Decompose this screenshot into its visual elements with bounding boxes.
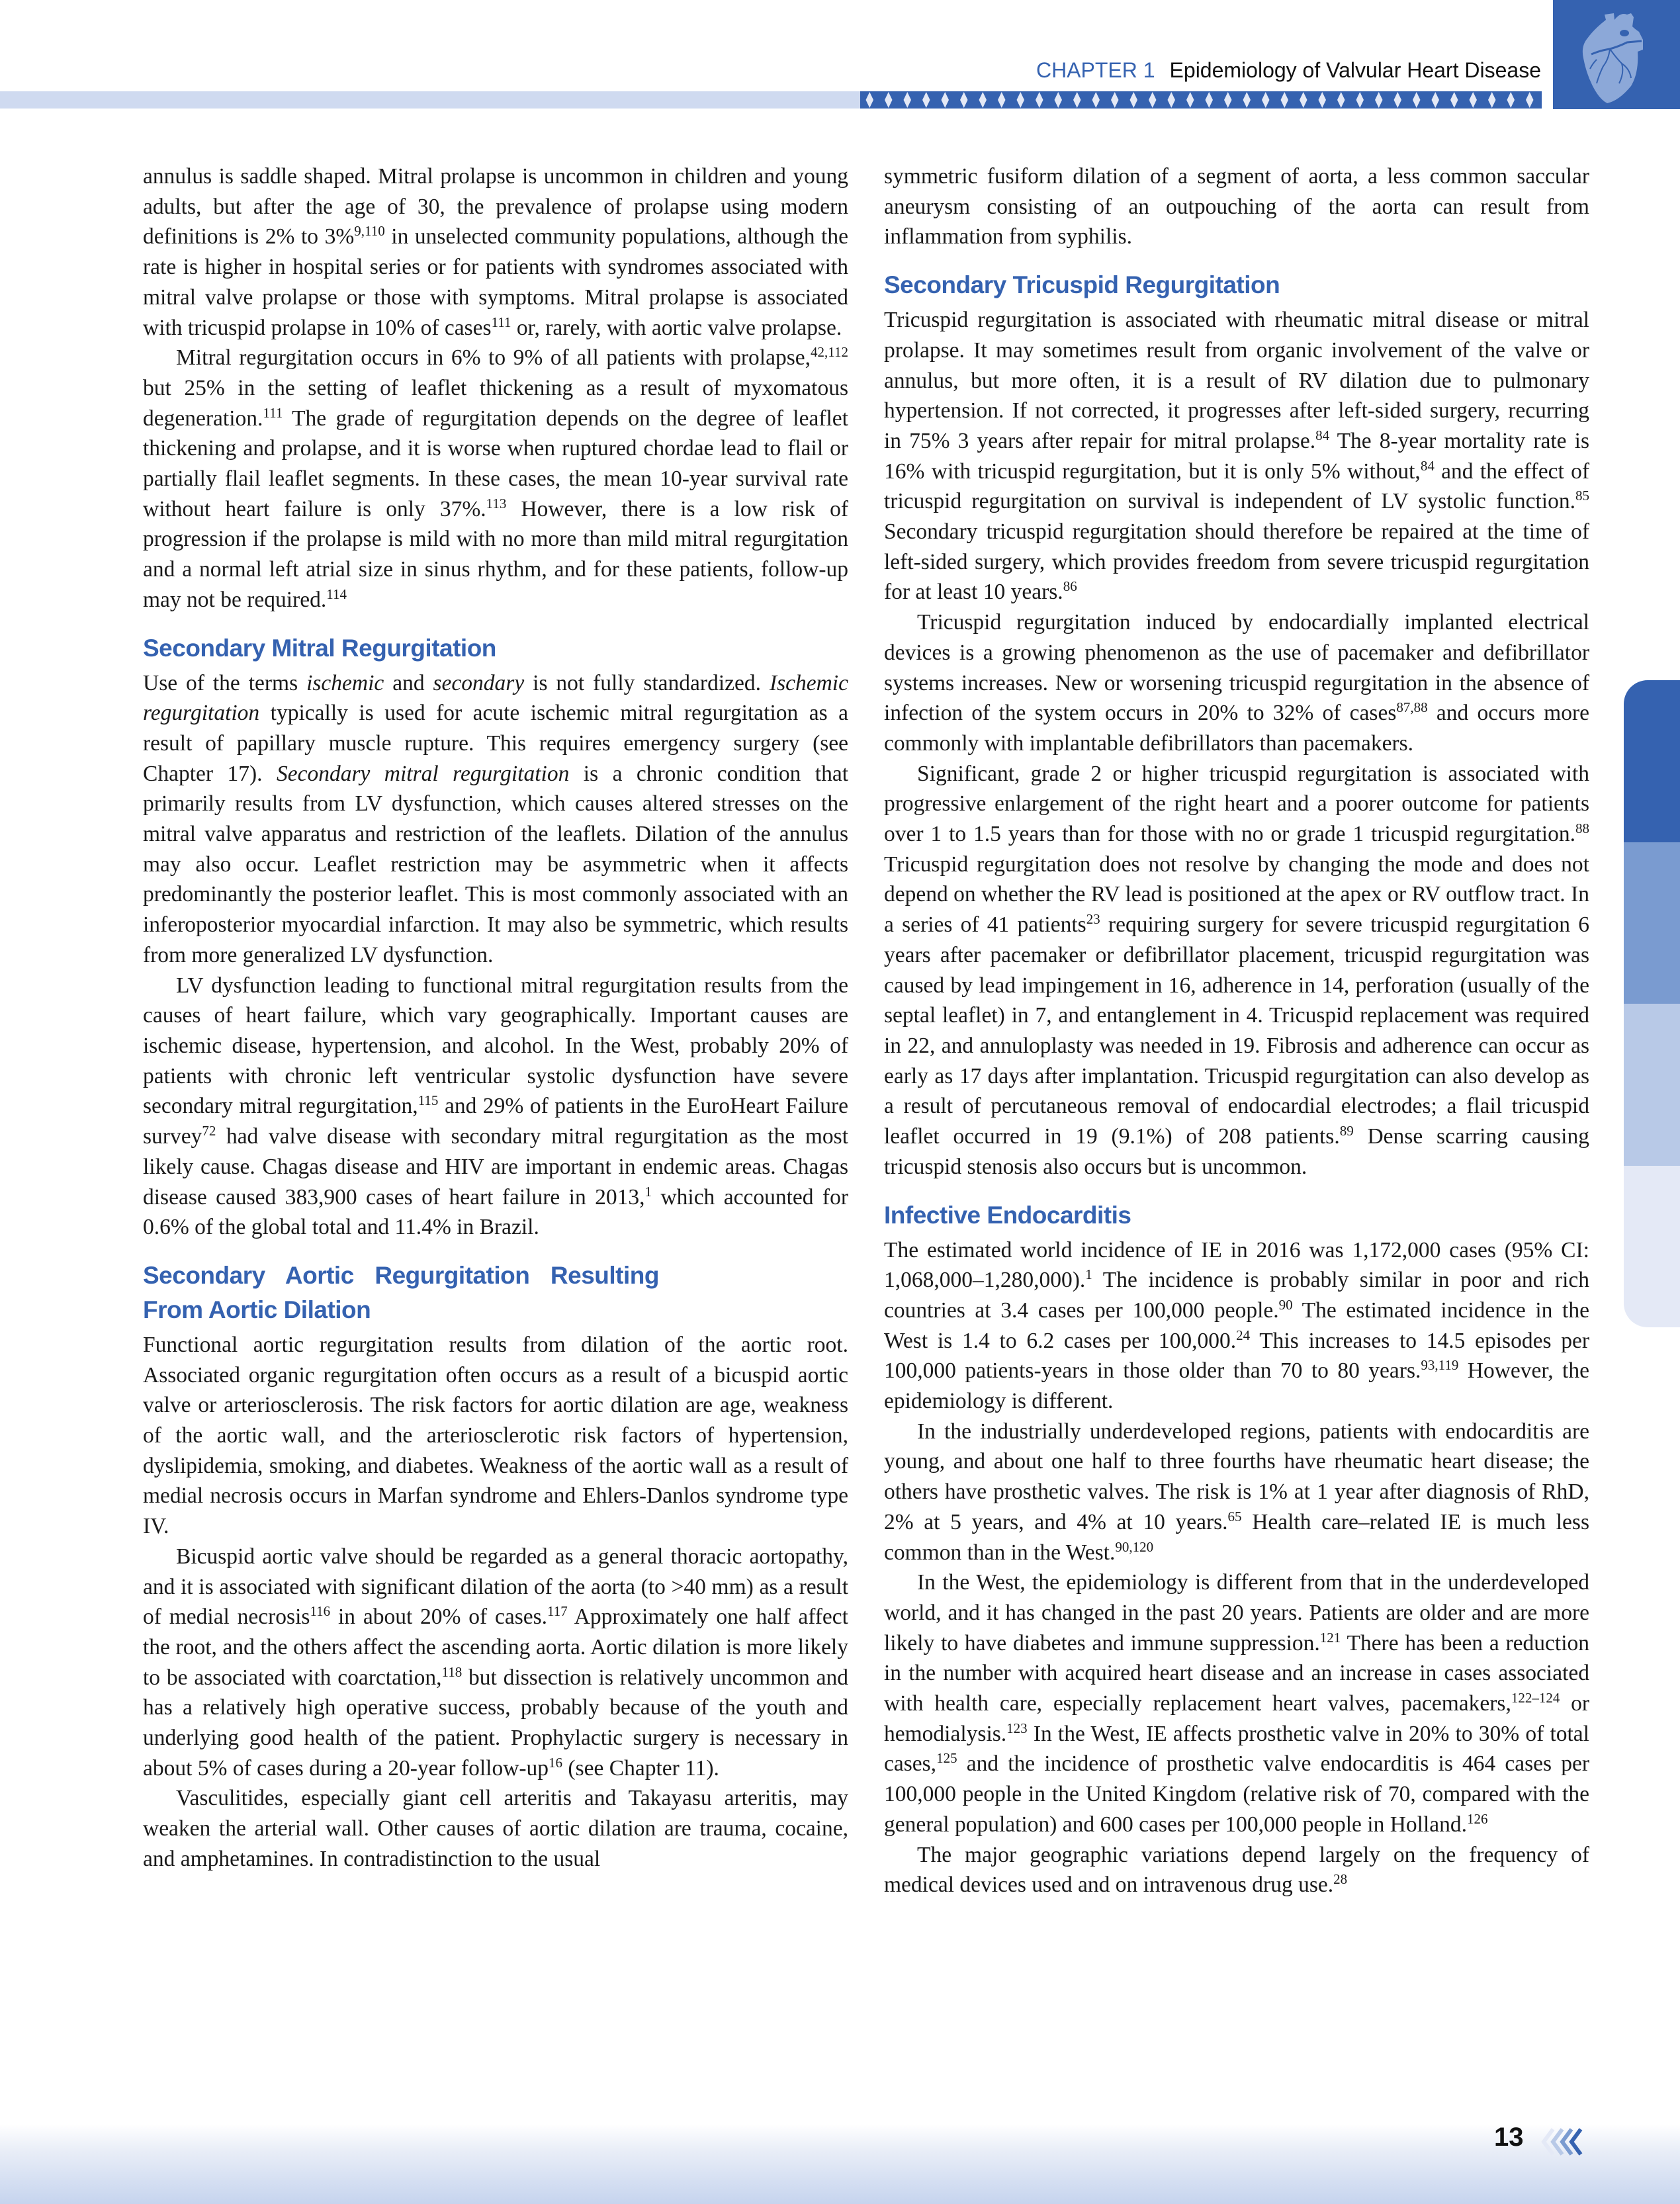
paragraph: Use of the terms ischemic and secondary is not fully standardized. Ischemic regurgitation typically is used for acute ischemic mitral regurgitation as a result of papillary muscle rupture. This requires emergency surgery (see Chapter 17). Secondary mitral regurgitation is a chronic condition that primarily results from LV dysfunction, which causes altered stresses on the mitral valve apparatus and restriction of the leaflets. Dilation of the annulus may also occur. Leaflet restriction may be asymmetric when it affects predominantly the posterior leaflet. This is most commonly associated with an inferoposterior myocardial infarction. It may also be symmetric, which results from more generalized LV dysfunction. <box>143 670 848 967</box>
left-column <box>143 161 848 1874</box>
citation: 126 <box>1467 1810 1488 1827</box>
citation: 87,88 <box>1396 699 1428 716</box>
citation: 121 <box>1319 1629 1341 1646</box>
citation: 113 <box>486 495 507 511</box>
paragraph: The estimated world incidence of IE in 2016 was 1,172,000 cases (95% CI: 1,068,000–1,280,000).$^1$ The incidence is probably similar in poor and rich countries at 3.4 cases per 100,000 people.$^{90}$ The estimated incidence in the West is 1.4 to 6.2 cases per 100,000.24 This increases to 14.5 episodes per 100,000 patients-years in those older than 70 to 80 years.$^{93,119}$ However, the epidemiology is different. <box>884 1237 1589 1414</box>
paragraph: Tricuspid regurgitation induced by endocardially implanted electrical devices is a growing phenomenon as the use of pacemaker and defibrillator systems increases. New or worsening tricuspid regurgitation in the absence of infection of the system occurs in 20% to 32% of cases$^{87,88}$ and occurs more commonly with implantable defibrillators than pacemakers. <box>884 610 1589 756</box>
citation: 86 <box>1063 578 1077 595</box>
citation: 89 <box>1339 1123 1354 1139</box>
thumb-tab-3 <box>1624 1004 1680 1166</box>
citation: 9,110 <box>354 223 385 240</box>
section-heading-infective-endocarditis: Infective Endocarditis <box>884 1201 1131 1229</box>
citation: 116 <box>310 1603 331 1620</box>
citation: 122–124 <box>1511 1690 1560 1706</box>
paragraph: Bicuspid aortic valve should be regarded as a general thoracic aortopathy, and it is associated with significant dilation of the aorta (to >40 mm) as a result of medial necrosis$^{116}$ in about 20% of cases.$^{117}$ Approximately one half affect the root, and the others affect the ascending aorta. Aortic dilation is more likely to be associated with coarctation,$^{118}$ but dissection is relatively uncommon and has a relatively high operative success, probably because of the youth and underlying good health of the patient. Prophylactic surgery is necessary in about 5% of cases during a 20-year follow-$up^{16}$ (see Chapter 11). <box>143 1544 849 1781</box>
paragraph: In the industrially underdeveloped regions, patients with endocarditis are young, and about one half to three fourths have rheumatic heart disease; the others have prosthetic valves. The risk is 1% at 1 year after diagnosis of RhD, 2% at 5 years, and 4% at 10 years.$^{65}$ Health care–related IE is much less common than in the West.$^{90,120}$ <box>884 1419 1589 1565</box>
section-heading-secondary-mitral: Secondary Mitral Regurgitation <box>143 634 496 662</box>
citation: 65 <box>1227 1508 1242 1524</box>
paragraph: Functional aortic regurgitation results from dilation of the aortic root. Associated organic regurgitation often occurs as a result of a bicuspid aortic valve or arteriosclerosis. The risk factors for aortic dilation are age, weakness of the aortic wall, and the arteriosclerotic risk factors of hypertension, dyslipidemia, smoking, and diabetes. Weakness of the aortic wall as a result of medial necrosis occurs in Marfan syndrome and Ehlers-Danlos syndrome type IV. <box>143 1332 848 1539</box>
footer-band <box>0 2124 1680 2204</box>
paragraph: The major geographic variations depend largely on the frequency of medical devices used and on intravenous drug use.$^{28}$ <box>884 1842 1589 1898</box>
thumb-tab-2 <box>1624 842 1680 1004</box>
thumb-tab-4 <box>1624 1166 1680 1328</box>
citation: 88 <box>1575 820 1589 837</box>
paragraph: Significant, grade 2 or higher tricuspid regurgitation is associated with progressive enlargement of the right heart and a poorer outcome for patients over 1 to 1.5 years than for those with no or grade 1 tricuspid regurgitation.$^{88}$ Tricuspid regurgitation does not resolve by changing the mode and does not depend on whether the RV lead is positioned at the apex or RV outflow tract. In a series of 41 patients$^{23}$ requiring surgery for severe tricuspid regurgitation 6 years after pacemaker or defibrillator placement, tricuspid regurgitation was caused by lead impingement in 16, adherence in 14, perforation (usually of the septal leaflet) in 7, and entanglement in 4. Tricuspid replacement was required in 22, and annuloplasty was needed in 19. Fibrosis and adherence can occur as early as 17 days after implantation. Tricuspid regurgitation can also develop as a result of percutaneous removal of endocardial electrodes; a flail tricuspid leaflet occurred in 19 (9.1%) of 208 patients.$^{89}$ Dense scarring causing tricuspid stenosis also occurs but is uncommon. <box>884 761 1589 1179</box>
running-head <box>1036 58 1541 83</box>
citation: 16 <box>549 1754 563 1771</box>
citation: 115 <box>418 1092 439 1109</box>
header-band <box>0 91 860 109</box>
right-column <box>884 161 1589 1900</box>
citation: 111 <box>263 404 283 421</box>
header-diamond-strip <box>860 91 1542 109</box>
citation: 84 <box>1420 457 1435 474</box>
section-heading-secondary-tricuspid: Secondary Tricuspid Regurgitation <box>884 271 1280 299</box>
chapter-badge <box>1553 0 1680 109</box>
citation: 1 <box>1085 1266 1092 1283</box>
citation: 1 <box>644 1183 652 1200</box>
paragraph: Vasculitides, especially giant cell arteritis and Takayasu arteritis, may weaken the arterial wall. Other causes of aortic dilation are trauma, cocaine, and amphetamines. In contradistinction to the usual <box>143 1786 848 1871</box>
paragraph: LV dysfunction leading to functional mitral regurgitation results from the causes of heart failure, which vary geographically. Important causes are ischemic disease, hypertension, and alcohol. In the West, probably 20% of patients with chronic left ventricular systolic dysfunction have severe secondary mitral regurgitation,$^{115}$ and 29% of patients in the EuroHeart Failure survey$^{72}$ had valve disease with secondary mitral regurgitation as the most likely cause. Chagas disease and HIV are important in endemic areas. Chagas disease caused 383,900 cases of heart failure in 2013,$^1$ which accounted for 0.6% of the global total and 11.4% in Brazil. <box>143 973 848 1240</box>
section-thumb-tabs <box>1624 680 1680 1327</box>
citation: 117 <box>547 1603 568 1620</box>
citation: 90 <box>1278 1296 1293 1313</box>
heart-anatomy-icon <box>1553 0 1680 109</box>
thumb-tab-1 <box>1624 680 1680 842</box>
citation: 72 <box>202 1123 216 1139</box>
citation: 90,120 <box>1115 1538 1154 1555</box>
citation: 125 <box>936 1750 957 1767</box>
chapter-title: Epidemiology of Valvular Heart Disease <box>1169 58 1541 82</box>
page-number: 13 <box>1494 2123 1524 2152</box>
citation: 93,119 <box>1421 1357 1459 1374</box>
citation: 24 <box>1236 1327 1251 1343</box>
citation: 85 <box>1575 488 1589 504</box>
paragraph: annulus is saddle shaped. Mitral prolapse is uncommon in children and young adults, but after the age of 30, the prevalence of prolapse using modern definitions is 2% to 3%$^{9,110}$ in unselected community populations, although the rate is higher in hospital series or for patients with syndromes associated with mitral valve prolapse or those with symptoms. Mitral prolapse is associated with tricuspid prolapse in 10% of cases$^{111}$ or, rarely, with aortic valve prolapse. <box>143 164 848 340</box>
paragraph: Tricuspid regurgitation is associated with rheumatic mitral disease or mitral prolapse. It may sometimes result from organic involvement of the valve or annulus, but more often, it is a result of RV dilation due to pulmonary hypertension. If not corrected, it progresses after left-sided surgery, recurring in 75% 3 years after repair for mitral prolapse.$^{84}$ The 8-year mortality rate is 16% with tricuspid regurgitation, but it is only 5% without,$^{84}$ and the effect of tricuspid regurgitation on survival is independent of LV systolic function.$^{85}$ Secondary tricuspid regurgitation should therefore be repaired at the time of left-sided surgery, which provides freedom from severe tricuspid regurgitation for at least 10 years.$^{86}$ <box>884 308 1590 605</box>
paragraph: symmetric fusiform dilation of a segment of aorta, a less common saccular aneurysm consisting of an outpouching of the aorta can result from inflammation from syphilis. <box>884 164 1589 249</box>
section-heading-secondary-aortic: Secondary Aortic Regurgitation Resulting From Aortic Dilation <box>143 1261 659 1323</box>
paragraph: In the West, the epidemiology is different from that in the underdeveloped world, and it has changed in the past 20 years. Patients are older and are more likely to have diabetes and immune suppression.$^{121}$ There has been a reduction in the number with acquired heart disease and an increase in cases associated with health care, especially replacement heart valves, pacemakers,$^{122-124}$ or hemodialysis.$^{123}$ In the West, IE affects prosthetic valve in 20% to 30% of total cases,$^{125}$ and the incidence of prosthetic valve endocarditis is 464 cases per 100,000 people in the United Kingdom (relative risk of 70, compared with the general population) and 600 cases per 100,000 people in Holland.$^{126}$ <box>884 1570 1589 1837</box>
citation: 118 <box>441 1663 463 1680</box>
chapter-label: CHAPTER 1 <box>1036 58 1155 82</box>
citation: 111 <box>491 314 511 330</box>
citation: 123 <box>1006 1720 1028 1736</box>
citation: 42,112 <box>811 344 848 361</box>
citation: 23 <box>1086 911 1100 928</box>
citation: 114 <box>326 586 347 602</box>
citation: 84 <box>1315 427 1330 443</box>
chevrons-left-icon <box>1540 2127 1586 2157</box>
paragraph: Mitral regurgitation occurs in 6% to 9% of all patients with prolapse,$^{42,112}$ but 25% in the setting of leaflet thickening as a result of myxomatous degeneration.$^{111}$ The grade of regurgitation depends on the degree of leaflet thickening and prolapse, and it is worse when ruptured chordae lead to flail or partially flail leaflet segments. In these cases, the mean 10-year survival rate without heart failure is only 37%.$^{113}$ However, there is a low risk of progression if the prolapse is mild with no more than mild mitral regurgitation and a normal left atrial size in sinus rhythm, and for these patients, follow-up may not be required.$^{114}$ <box>143 344 848 612</box>
diamond-pattern-icon <box>860 91 1542 109</box>
citation: 28 <box>1333 1871 1348 1888</box>
